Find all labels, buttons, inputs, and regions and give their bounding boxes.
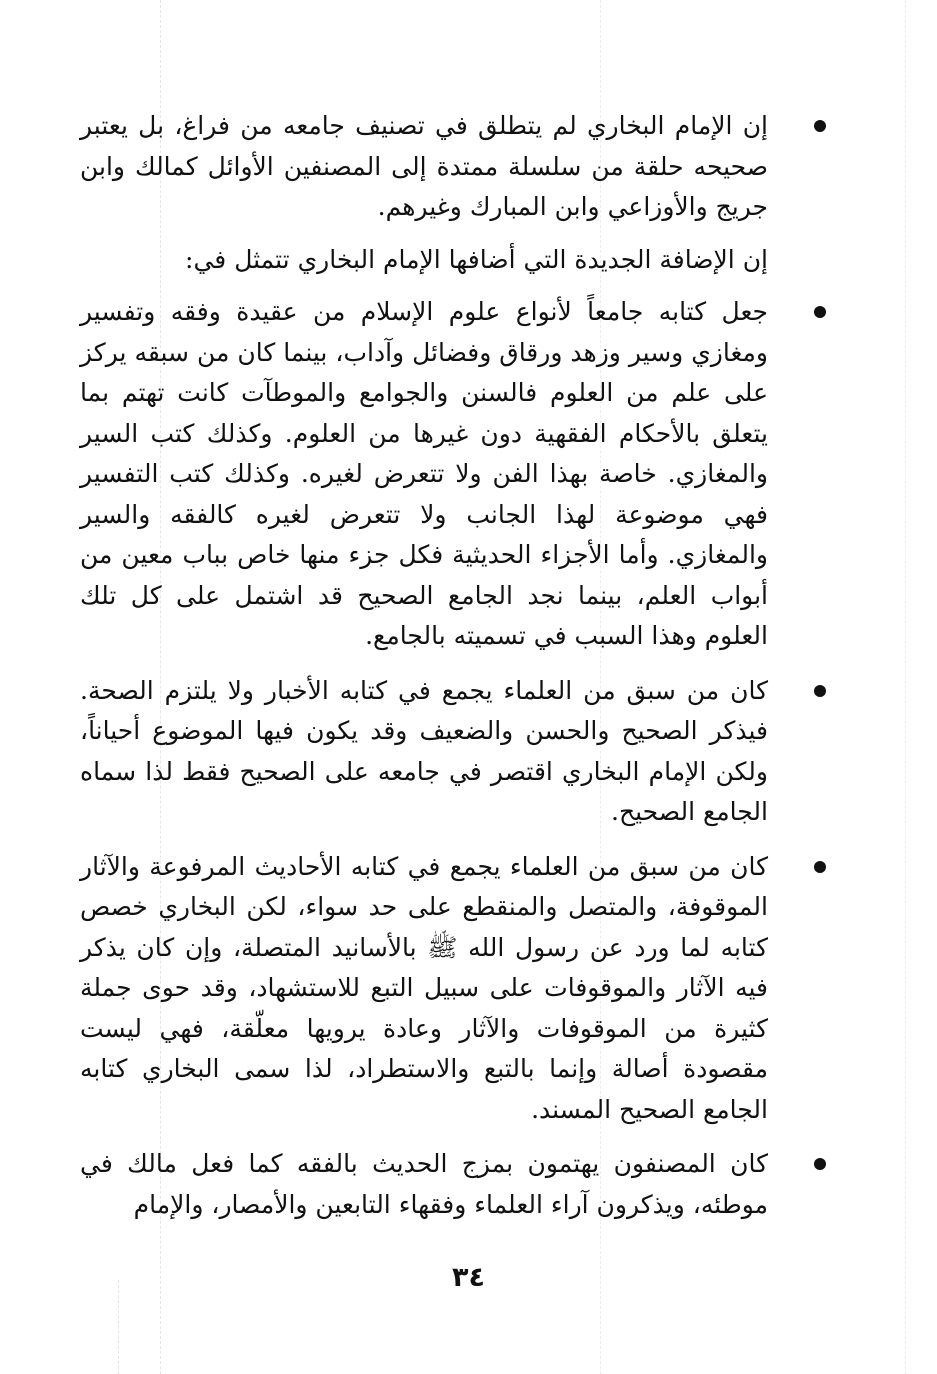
paragraph-text: إن الإضافة الجديدة التي أضافها الإمام البخاري تتمثل في: (185, 244, 768, 274)
page-number: ٣٤ (452, 1262, 485, 1293)
paragraph-bullet (80, 671, 768, 833)
paragraph-text: كان المصنفون يهتمون بمزج الحديث بالفقه كما فعل مالك في موطئه، ويذكرون آراء العلماء وفقهاء التابعين والأمصار، والإمام (80, 1149, 768, 1219)
paragraph-bullet (80, 847, 768, 1131)
bullet-icon (814, 685, 826, 697)
bullet-icon (814, 120, 826, 132)
paragraph-bullet (80, 292, 768, 657)
page-body (80, 106, 836, 1225)
bullet-icon (814, 861, 826, 873)
scan-fold-line (905, 0, 906, 1374)
paragraph-bullet (80, 1144, 768, 1225)
paragraph (80, 240, 768, 281)
paragraph-text: إن الإمام البخاري لم يتطلق في تصنيف جامعه من فراغ، بل يعتبر صحيحه حلقة من سلسلة ممتدة إلى المصنفين الأوائل كمالك وابن جريج والأوزاعي وابن المبارك وغيرهم. (80, 111, 768, 221)
paragraph-text: كان من سبق من العلماء يجمع في كتابه الأحاديث المرفوعة والآثار الموقوفة، والمتصل والمنقطع على حد سواء، لكن البخاري خصص كتابه لما ورد عن رسول الله ﷺ بالأسانيد المتصلة، وإن كان يذكر فيه الآثار والموقوفات على سبيل التبع للاستشهاد، وقد حوى جملة كثيرة من الموقوفات والآثار وعادة يرويها معلّقة، فهي ليست مقصودة أصالة وإنما بالتبع والاستطراد، لذا سمى البخاري كتابه الجامع الصحيح المسند. (80, 851, 768, 1124)
paragraph-text: كان من سبق من العلماء يجمع في كتابه الأخبار ولا يلتزم الصحة. فيذكر الصحيح والحسن والضعيف وقد يكون فيها الموضوع أحياناً، ولكن الإمام البخاري اقتصر في جامعه على الصحيح فقط لذا سماه الجامع الصحيح. (80, 675, 768, 826)
scan-fold-line (118, 1280, 119, 1374)
paragraph-text: جعل كتابه جامعاً لأنواع علوم الإسلام من عقيدة وفقه وتفسير ومغازي وسير وزهد ورقاق وفضائل وآداب، بينما كان من سبقه يركز على علم من العلوم فالسنن والجوامع والموطآت كانت تهتم بما يتعلق بالأحكام الفقهية دون غيرها من العلوم. وكذلك كتب السير والمغازي. خاصة بهذا الفن ولا تتعرض لغيره. وكذلك كتب التفسير فهي موضوعة لهذا الجانب ولا تتعرض لغيره كالفقه والسير والمغازي. وأما الأجزاء الحديثية فكل جزء منها خاص بباب معين من أبواب العلم، بينما نجد الجامع الصحيح قد اشتمل على كل تلك العلوم وهذا السبب في تسميته بالجامع. (80, 297, 768, 650)
bullet-icon (814, 1158, 826, 1170)
bullet-icon (814, 306, 826, 318)
paragraph-bullet (80, 106, 768, 228)
